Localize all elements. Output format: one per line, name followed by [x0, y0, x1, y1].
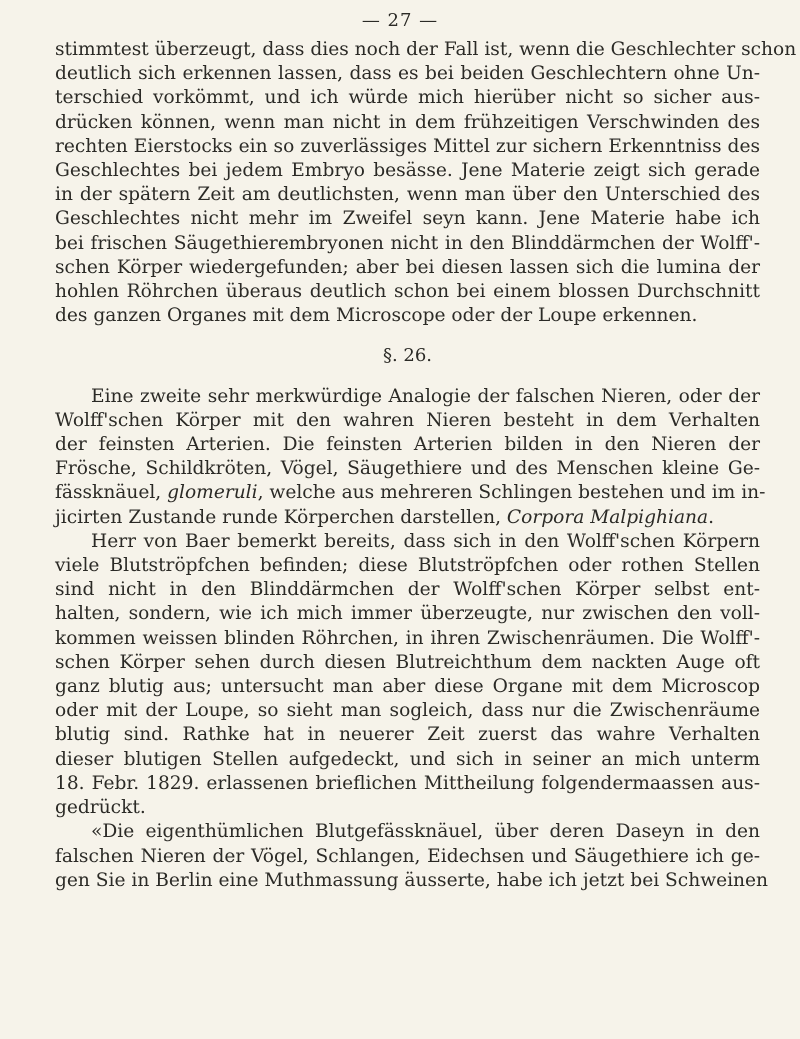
- text-line: Wolff'schen Körper mit den wahren Nieren besteht in dem Verhalten: [55, 409, 760, 431]
- text-line: Geschlechtes bei jedem Embryo besässe. Jene Materie zeigt sich gerade: [55, 160, 760, 182]
- page-number: — 27 —: [361, 10, 439, 31]
- text-line: blutig sind. Rathke hat in neuerer Zeit zuerst das wahre Verhalten: [55, 724, 760, 746]
- text-line: ganz blutig aus; untersucht man aber diese Organe mit dem Microscop: [55, 676, 760, 698]
- text-line: viele Blutströpfchen befinden; diese Blutströpfchen oder rothen Stellen: [55, 555, 760, 577]
- section-heading: §. 26.: [382, 345, 433, 367]
- text-line: halten, sondern, wie ich mich immer überzeugte, nur zwischen den voll-: [55, 603, 760, 625]
- text-fragment: .: [708, 506, 715, 528]
- body-text: [55, 38, 797, 893]
- text-line: terschied vorkömmt, und ich würde mich hierüber nicht so sicher aus-: [55, 87, 760, 109]
- text-line: des ganzen Organes mit dem Microscope oder der Loupe erkennen.: [55, 305, 698, 327]
- text-line: dieser blutigen Stellen aufgedeckt, und sich in seiner an mich unterm: [55, 748, 760, 770]
- text-line: gedrückt.: [55, 797, 146, 819]
- text-line: schen Körper sehen durch diesen Blutreichthum dem nackten Auge oft: [55, 651, 760, 673]
- text-line: sind nicht in den Blinddärmchen der Wolff'schen Körper selbst ent-: [55, 579, 760, 601]
- text-line: in der spätern Zeit am deutlichsten, wenn man über den Unterschied des: [55, 184, 760, 206]
- text-line: stimmtest überzeugt, dass dies noch der Fall ist, wenn die Geschlechter schon: [55, 39, 797, 60]
- text-line: rechten Eierstocks ein so zuverlässiges Mittel zur sichern Erkenntniss des: [55, 135, 760, 157]
- paragraph: [55, 530, 760, 820]
- text-fragment: jicirten Zustande runde Körperchen darstellen,: [55, 506, 507, 528]
- text-line: oder mit der Loupe, so sieht man sogleich, dass nur die Zwischenräume: [55, 700, 760, 722]
- text-line: Frösche, Schildkröten, Vögel, Säugethiere und des Menschen kleine Ge-: [55, 458, 760, 480]
- text-line: [55, 506, 760, 530]
- text-line: bei frischen Säugethierembryonen nicht in den Blinddärmchen der Wolff'-: [55, 232, 760, 254]
- paragraph-continuation: [55, 38, 797, 328]
- text-line: der feinsten Arterien. Die feinsten Arterien bilden in den Nieren der: [55, 434, 760, 456]
- text-line: falschen Nieren der Vögel, Schlangen, Eidechsen und Säugethiere ich ge-: [55, 845, 760, 867]
- text-line: Geschlechtes nicht mehr im Zweifel seyn kann. Jene Materie habe ich: [55, 208, 760, 230]
- italic-term: glomeruli: [167, 482, 258, 504]
- text-line: [55, 481, 766, 505]
- text-line: schen Körper wiedergefunden; aber bei diesen lassen sich die lumina der: [55, 256, 760, 278]
- text-fragment: , welche aus mehreren Schlingen bestehen und im in-: [257, 482, 766, 504]
- text-line: deutlich sich erkennen lassen, dass es bei beiden Geschlechtern ohne Un-: [55, 63, 760, 85]
- text-line: kommen weissen blinden Röhrchen, in ihren Zwischenräumen. Die Wolff'-: [55, 627, 760, 649]
- text-line: drücken können, wenn man nicht in dem frühzeitigen Verschwinden des: [55, 111, 760, 133]
- text-line: hohlen Röhrchen überaus deutlich schon bei einem blossen Durchschnitt: [55, 281, 760, 303]
- text-fragment: fässknäuel,: [55, 482, 168, 504]
- text-line: 18. Febr. 1829. erlassenen brieflichen Mittheilung folgendermaassen aus-: [55, 772, 760, 794]
- text-line: gen Sie in Berlin eine Muthmassung äusserte, habe ich jetzt bei Schweinen: [55, 869, 769, 891]
- italic-term: Corpora Malpighiana: [506, 506, 709, 528]
- text-line: Eine zweite sehr merkwürdige Analogie der falschen Nieren, oder der: [91, 385, 760, 407]
- text-line: Herr von Baer bemerkt bereits, dass sich in den Wolff'schen Körpern: [91, 530, 760, 552]
- paragraph: [55, 385, 766, 530]
- text-line: «Die eigenthümlichen Blutgefässknäuel, über deren Daseyn in den: [91, 821, 760, 843]
- paragraph: [55, 820, 769, 893]
